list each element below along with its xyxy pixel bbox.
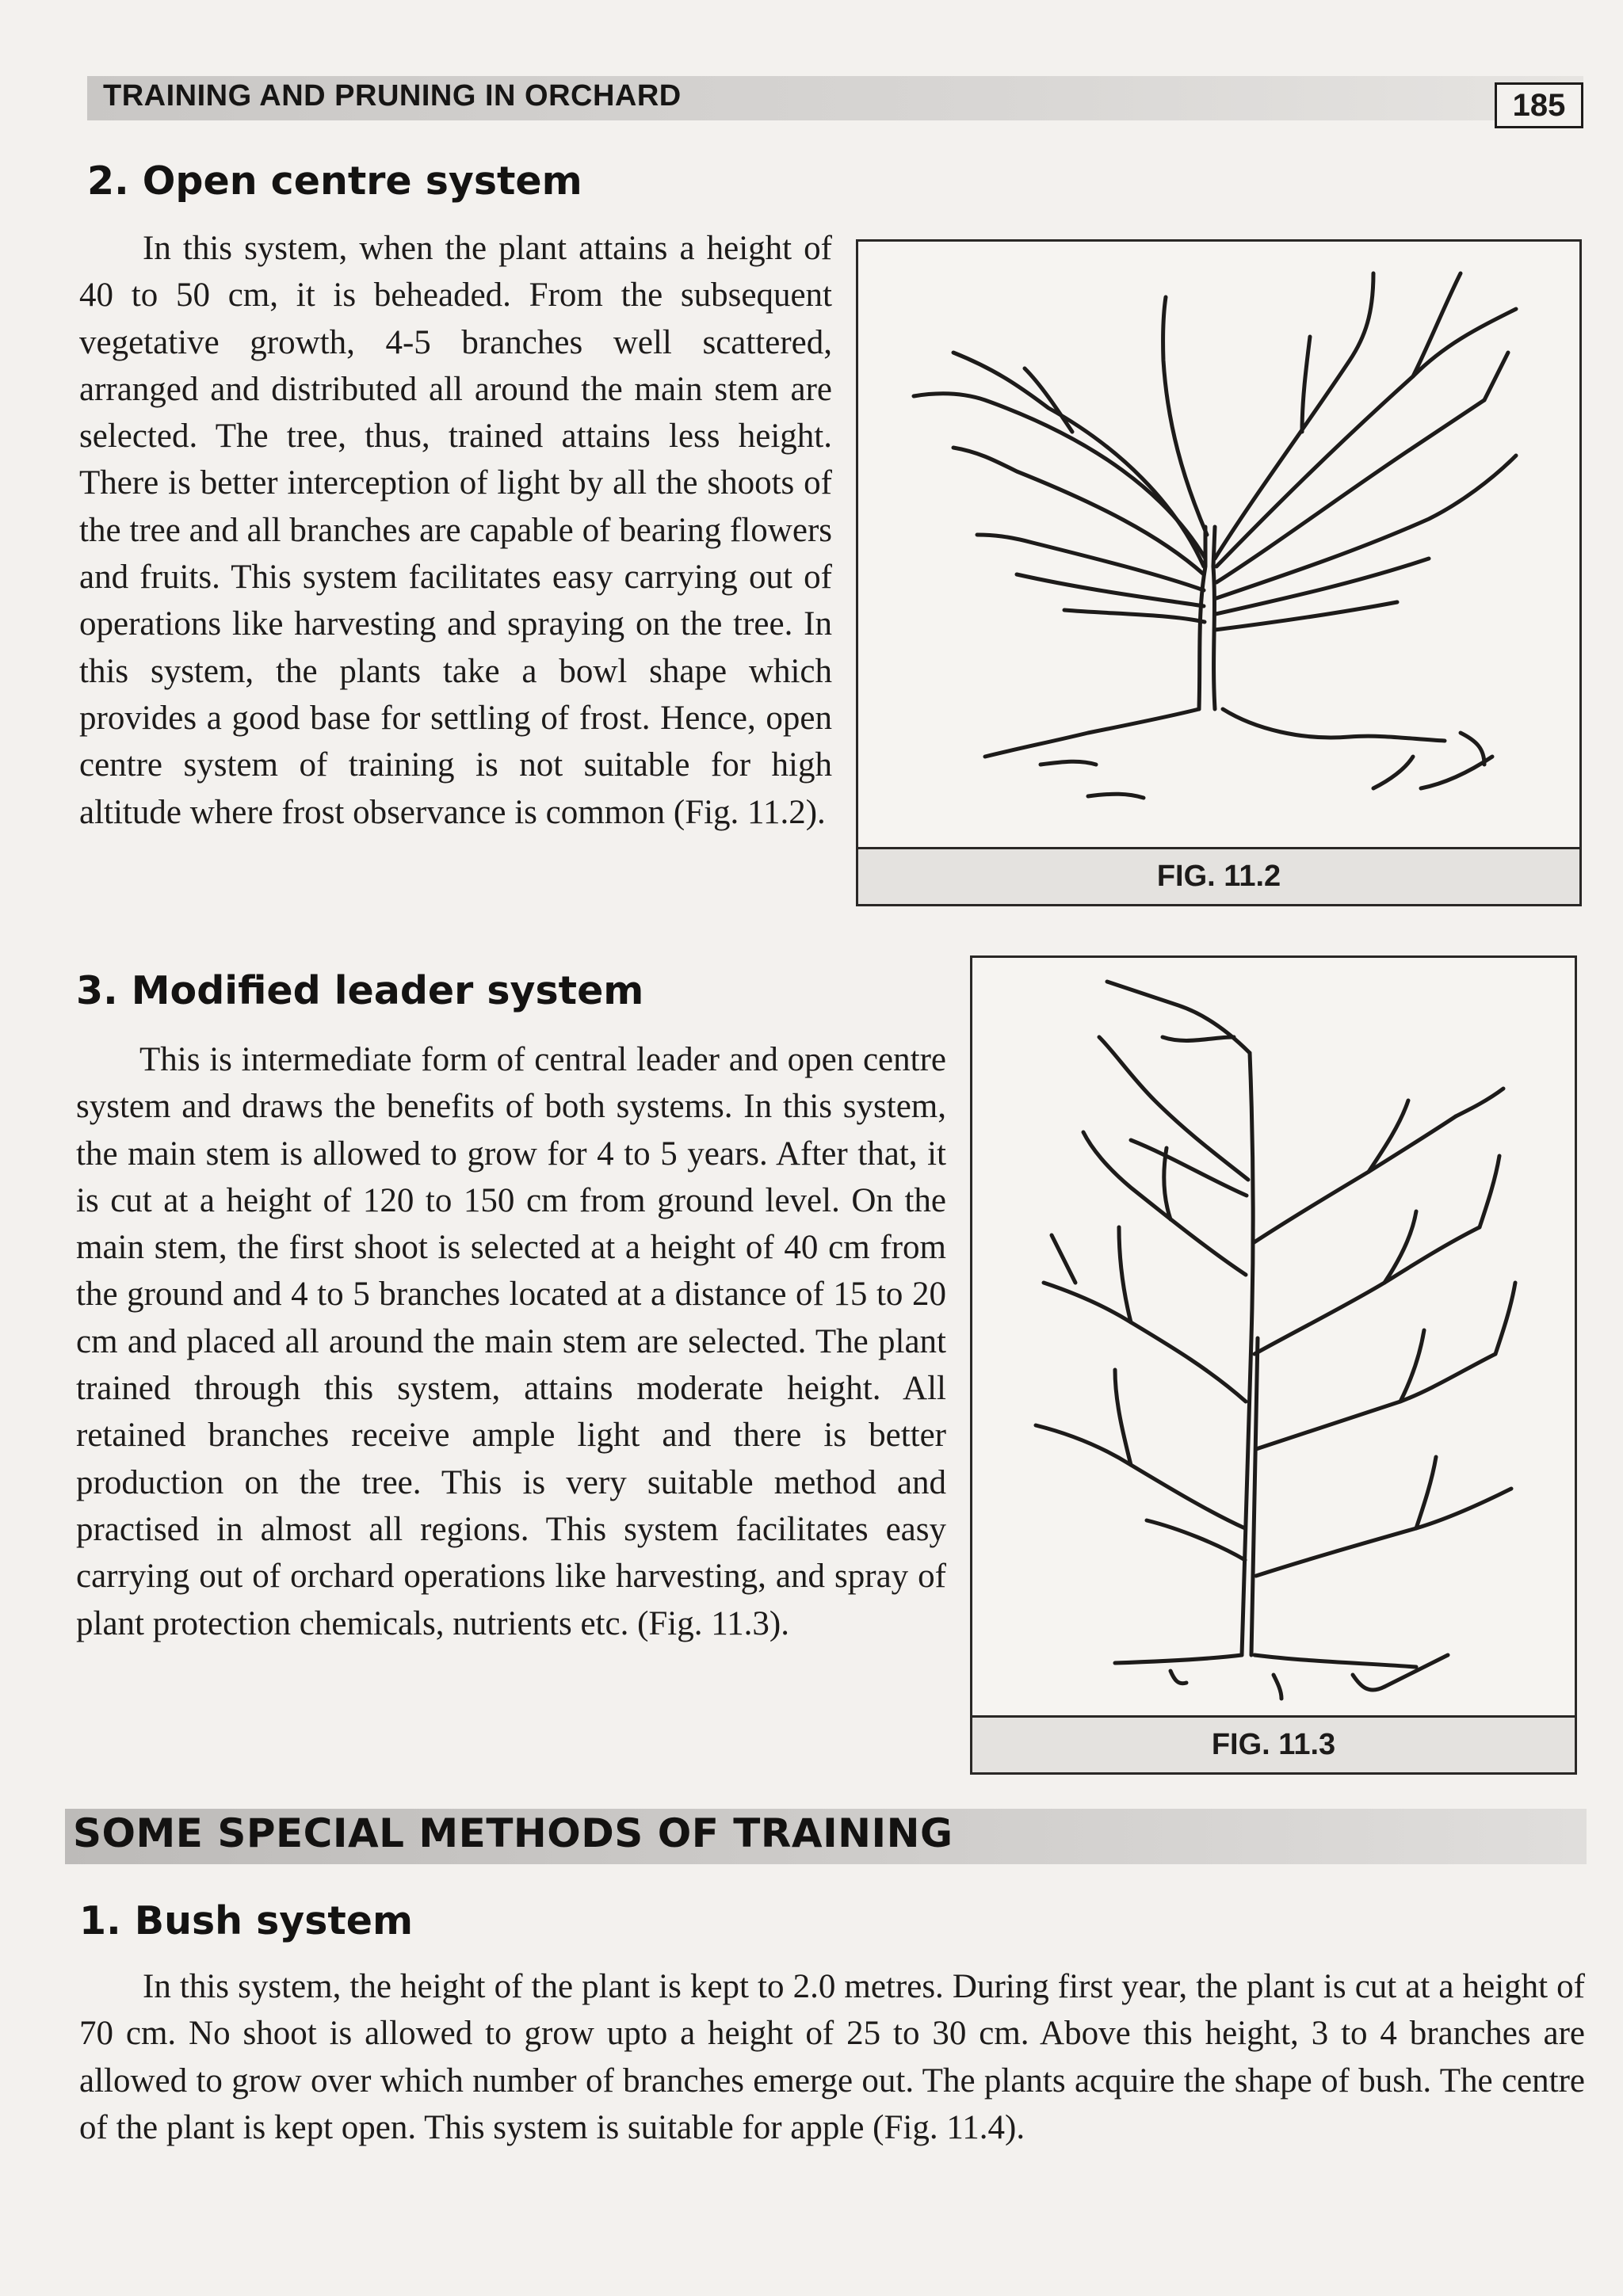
open-centre-paragraph: In this system, when the plant attains a height of 40 to 50 cm, it is beheaded. From the subsequent vegetative growth, 4-5 branches well scattered, arranged and distributed all around the main stem are selected. The tree, thus, trained attains less height. There is better interception of light by all the shoots of the tree and all branches are capable of bearing flowers and fruits. This system facilitates easy carrying out of operations like harvesting and spraying on the tree. In this system, the plants take a bowl shape which provides a good base for settling of frost. Hence, open centre system of training is not suitable for high altitude where frost observance is common (Fig. 11.2). [79, 230, 832, 831]
figure-11-3-caption: FIG. 11.3 [972, 1715, 1575, 1772]
figure-11-2 [856, 239, 1582, 906]
bush-system-paragraph: In this system, the height of the plant is kept to 2.0 metres. During first year, the plant is cut at a height of 70 cm. No shoot is allowed to grow upto a height of 25 to 30 cm. Above this height, 3 to 4 branches are allowed to grow over which number of branches emerge out. The plants acquire the shape of bush. The centre of the plant is kept open. This system is suitable for apple (Fig. 11.4). [79, 1968, 1585, 2146]
modified-leader-paragraph: This is intermediate form of central leader and open centre system and draws the benefits of both systems. In this system, the main stem is allowed to grow for 4 to 5 years. After that, it is cut at a height of 120 to 150 cm from ground level. On the main stem, the first shoot is selected at a height of 40 cm from the ground and 4 to 5 branches located at a distance of 15 to 20 cm and placed all around the main stem are selected. The plant trained through this system, attains moderate height. All retained branches receive ample light and there is better production on the tree. This is very suitable method and practised in almost all regions. This system facilitates easy carrying out of orchard operations like harvesting, and spray of plant protection chemicals, nutrients etc. (Fig. 11.3). [76, 1041, 946, 1642]
open-centre-heading: 2. Open centre system [87, 158, 582, 204]
modified-leader-heading: 3. Modified leader system [76, 968, 644, 1013]
open-centre-tree-drawing [858, 242, 1579, 852]
special-methods-section-title: SOME SPECIAL METHODS OF TRAINING [73, 1810, 953, 1856]
figure-11-3 [970, 955, 1577, 1775]
page-number: 185 [1495, 82, 1583, 128]
figure-11-2-caption: FIG. 11.2 [858, 847, 1579, 904]
running-header-title: TRAINING AND PRUNING IN ORCHARD [103, 79, 682, 113]
modified-leader-tree-drawing [972, 958, 1575, 1717]
bush-system-heading: 1. Bush system [79, 1898, 414, 1943]
